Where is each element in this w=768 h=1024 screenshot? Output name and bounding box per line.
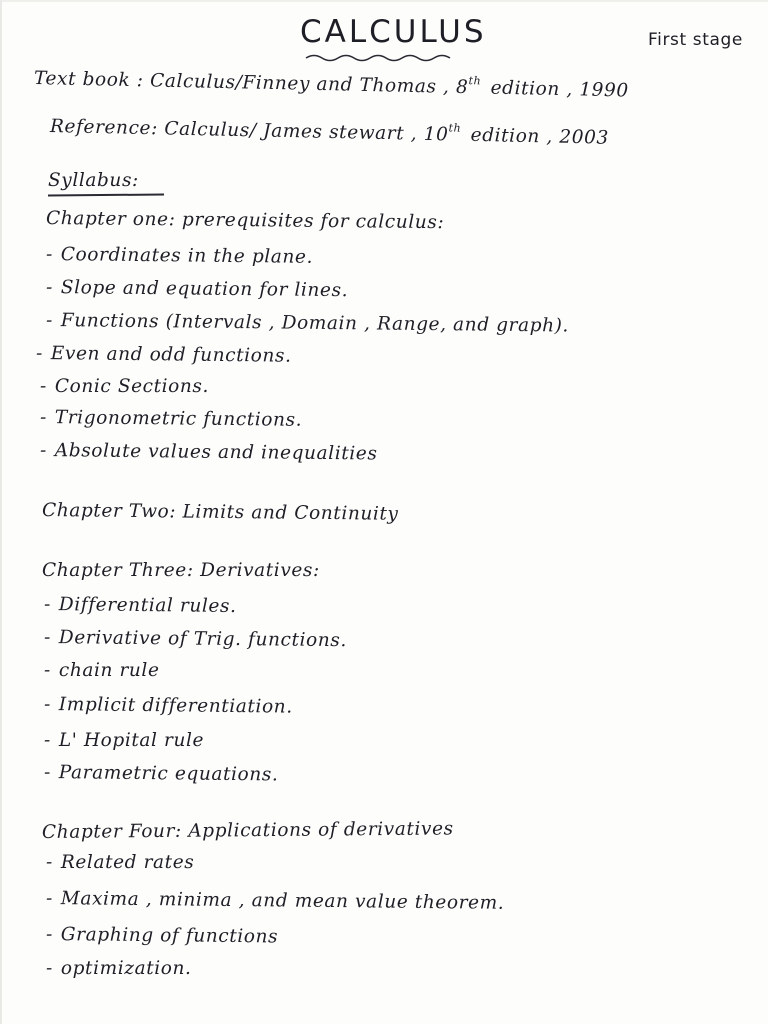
textbook-edition: edition , 1990 bbox=[490, 77, 629, 102]
syllabus-underline bbox=[48, 193, 164, 196]
list-item: - Graphing of functions bbox=[45, 924, 279, 948]
list-item: - optimization. bbox=[46, 958, 192, 979]
list-item: - Derivative of Trig. functions. bbox=[43, 627, 347, 652]
list-item: - Trigonometric functions. bbox=[39, 407, 303, 431]
list-item: - Related rates bbox=[46, 852, 195, 873]
list-item: - Conic Sections. bbox=[40, 376, 209, 397]
page-title: CALCULUS bbox=[300, 14, 487, 50]
list-item: - Slope and equation for lines. bbox=[45, 277, 349, 302]
list-item: - Implicit differentiation. bbox=[43, 694, 293, 718]
title-underline-squiggle bbox=[304, 52, 464, 62]
reference-line bbox=[50, 116, 609, 149]
list-item: - Functions (Intervals , Domain , Range, and graph). bbox=[45, 310, 570, 337]
list-item: - Differential rules. bbox=[43, 594, 237, 618]
textbook-line bbox=[34, 68, 629, 101]
chapter-three-title: Chapter Three: Derivatives: bbox=[42, 560, 320, 581]
list-item: - Coordinates in the plane. bbox=[45, 244, 314, 268]
textbook-text: Text book : Calculus/Finney and Thomas , 8 bbox=[33, 68, 469, 99]
chapter-two-title: Chapter Two: Limits and Continuity bbox=[41, 500, 399, 525]
reference-edition: edition , 2003 bbox=[470, 124, 610, 149]
list-item: - Even and odd functions. bbox=[35, 343, 292, 367]
chapter-four-title: Chapter Four: Applications of derivatives bbox=[41, 818, 454, 843]
chapter-one-title: Chapter one: prerequisites for calculus: bbox=[45, 208, 445, 234]
list-item: - Maxima , minima , and mean value theorem. bbox=[45, 888, 505, 914]
list-item: - Absolute values and inequalities bbox=[39, 440, 378, 465]
list-item: - L' Hopital rule bbox=[44, 730, 205, 751]
reference-text: Reference: Calculus/ James stewart , 10 bbox=[49, 116, 449, 146]
reference-superscript: th bbox=[448, 121, 462, 135]
stage-label: First stage bbox=[648, 30, 743, 50]
list-item: - Parametric equations. bbox=[43, 762, 279, 786]
list-item: - chain rule bbox=[44, 660, 160, 681]
syllabus-heading: Syllabus: bbox=[48, 170, 139, 191]
textbook-superscript: th bbox=[468, 74, 482, 88]
